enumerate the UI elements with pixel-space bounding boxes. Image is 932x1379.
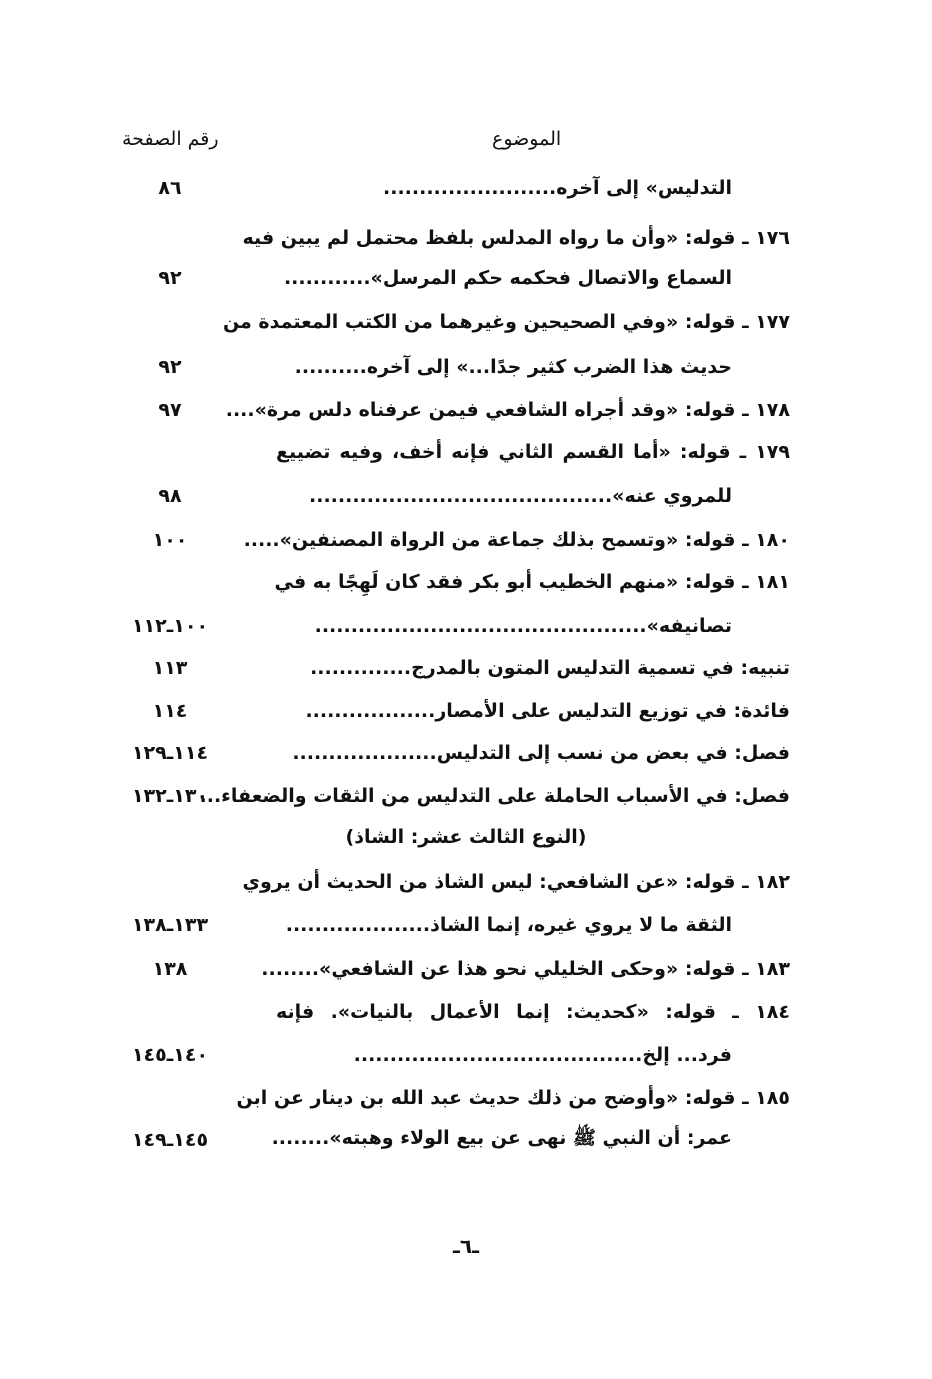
section-heading: (النوع الثالث عشر: الشاذ) bbox=[345, 826, 587, 848]
toc-row bbox=[0, 860, 932, 904]
toc-row bbox=[0, 430, 932, 474]
toc-row bbox=[0, 560, 932, 604]
column-header-page: رقم الصفحة bbox=[122, 128, 219, 150]
toc-entry-text: فائدة: في توزيع التدليس على الأمصار.................. bbox=[305, 700, 790, 722]
toc-entry-page: ٩٢ bbox=[158, 356, 182, 378]
toc-entry-text: ١٨٠ ـ قوله: «وتسمح بذلك جماعة من الرواة المصنفين»..... bbox=[243, 529, 790, 551]
toc-entry-text: ١٨٤ ـ قوله: «كحديث: إنما الأعمال بالنيات». فإنه bbox=[276, 1001, 790, 1023]
toc-entry-text: ١٨٥ ـ قوله: «وأوضح من ذلك حديث عبد الله بن دينار عن ابن bbox=[236, 1087, 790, 1109]
toc-row bbox=[0, 345, 932, 389]
toc-entry-page: ١١٤ bbox=[152, 700, 188, 722]
toc-row bbox=[0, 646, 932, 690]
toc-entry-page: ١٠٠ bbox=[152, 529, 188, 551]
toc-entry-text: التدليس» إلى آخره........................ bbox=[383, 177, 732, 199]
toc-row bbox=[0, 300, 932, 344]
toc-entry-text: فرد... إلخ........................................ bbox=[353, 1044, 732, 1066]
toc-entry-page: ١٣٣ـ١٣٨ bbox=[131, 914, 209, 936]
toc-entry-page: ١٤٥ـ١٤٩ bbox=[131, 1129, 209, 1151]
toc-entry-page: ٨٦ bbox=[158, 177, 182, 199]
toc-entry-page: ٩٢ bbox=[158, 267, 182, 289]
toc-entry-text: السماع والاتصال فحكمه حكم المرسل»............ bbox=[283, 267, 732, 289]
toc-entry-page: ١١٤ـ١٢٩ bbox=[131, 742, 209, 764]
toc-entry-text: ١٧٨ ـ قوله: «وقد أجراه الشافعي فيمن عرفناه دلس مرة».... bbox=[225, 399, 790, 421]
page-number-footer: ـ٦ـ bbox=[453, 1234, 479, 1258]
toc-entry-text: للمروي عنه».......................................... bbox=[309, 485, 732, 507]
toc-entry-text: تصانيفه».............................................. bbox=[314, 615, 732, 637]
toc-entry-page: ١١٣ bbox=[152, 657, 188, 679]
toc-row bbox=[0, 166, 932, 210]
toc-entry-page: ١٠٠ـ١١٢ bbox=[131, 615, 209, 637]
toc-entry-text: ١٨٣ ـ قوله: «وحكى الخليلي نحو هذا عن الشافعي»........ bbox=[261, 958, 790, 980]
toc-row bbox=[0, 903, 932, 947]
toc-entry-text: فصل: في الأسباب الحاملة على التدليس من الثقات والضعفاء... bbox=[199, 785, 790, 807]
toc-entry-text: ١٨٢ ـ قوله: «عن الشافعي: ليس الشاذ من الحديث أن يروي bbox=[242, 871, 790, 893]
toc-entry-page: ١٣٨ bbox=[152, 958, 188, 980]
toc-row bbox=[0, 1076, 932, 1120]
toc-entry-page: ٩٨ bbox=[158, 485, 182, 507]
toc-row bbox=[0, 216, 932, 260]
toc-row bbox=[0, 689, 932, 733]
toc-entry-text: الثقة ما لا يروي غيره، إنما الشاذ.................... bbox=[285, 914, 732, 936]
toc-entry-text: ١٧٩ ـ قوله: «أما القسم الثاني فإنه أخف، وفيه تضييع bbox=[276, 441, 790, 463]
toc-row bbox=[0, 474, 932, 518]
toc-entry-text: حديث هذا الضرب كثير جدًا...» إلى آخره.......... bbox=[294, 356, 732, 378]
toc-entry-text: ١٨١ ـ قوله: «منهم الخطيب أبو بكر فقد كان لَهِجًا به في bbox=[274, 571, 790, 593]
toc-row bbox=[0, 947, 932, 991]
toc-entry-text: فصل: في بعض من نسب إلى التدليس.................... bbox=[292, 742, 790, 764]
toc-row bbox=[0, 731, 932, 775]
toc-entry-text: تنبيه: في تسمية التدليس المتون بالمدرج.............. bbox=[310, 657, 790, 679]
toc-entry-page: ٩٧ bbox=[158, 399, 182, 421]
toc-row bbox=[0, 774, 932, 818]
toc-entry-text: ١٧٦ ـ قوله: «وأن ما رواه المدلس بلفظ محتمل لم يبين فيه bbox=[242, 227, 790, 249]
toc-row bbox=[0, 1033, 932, 1077]
toc-row bbox=[0, 388, 932, 432]
toc-row bbox=[0, 518, 932, 562]
toc-entry-text: ١٧٧ ـ قوله: «وفي الصحيحين وغيرهما من الكتب المعتمدة من bbox=[222, 311, 790, 333]
column-header-subject: الموضوع bbox=[492, 128, 562, 150]
toc-row bbox=[0, 1118, 932, 1162]
toc-entry-page: ١٤٠ـ١٤٥ bbox=[131, 1044, 209, 1066]
toc-row bbox=[0, 990, 932, 1034]
toc-row bbox=[0, 604, 932, 648]
toc-entry-page: ١٣٠ـ١٣٢ bbox=[131, 785, 209, 807]
toc-row bbox=[0, 256, 932, 300]
toc-entry-text: عمر: أن النبي ﷺ نهى عن بيع الولاء وهبته»........ bbox=[271, 1127, 732, 1149]
